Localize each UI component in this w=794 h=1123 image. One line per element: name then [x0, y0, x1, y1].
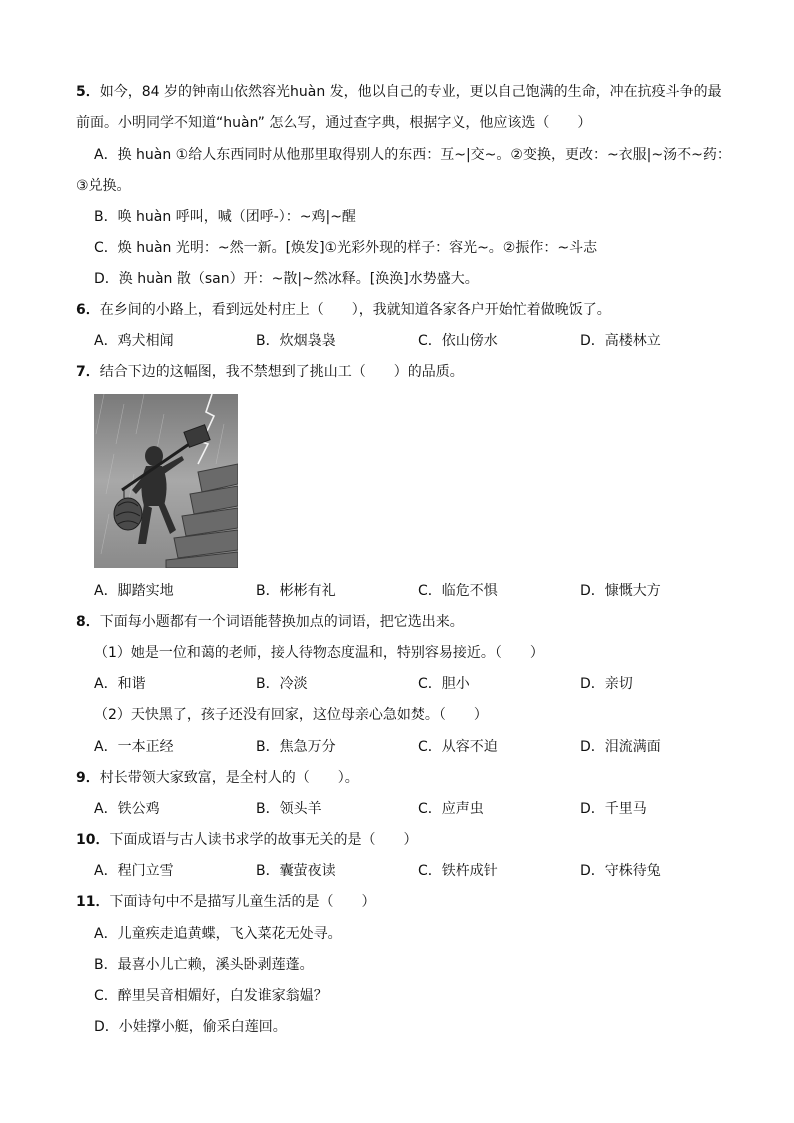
q8-sub1-option-c[interactable]: C．胆小	[418, 676, 470, 692]
question-text: 在乡间的小路上，看到远处村庄上（ ），我就知道各家各户开始忙着做晚饭了。	[99, 302, 611, 318]
q8-stem	[76, 612, 464, 632]
q8-sub2-option-a[interactable]: A．一本正经	[94, 739, 174, 755]
q9-option-a[interactable]: A．铁公鸡	[94, 801, 160, 817]
question-number: 11．	[76, 894, 110, 910]
question-text: 下面成语与古人读书求学的故事无关的是（ ）	[109, 832, 418, 848]
q10-option-a[interactable]: A．程门立雪	[94, 863, 174, 879]
question-text: 结合下边的这幅图，我不禁想到了挑山工（ ）的品质。	[99, 364, 464, 380]
question-number: 10．	[76, 832, 110, 848]
q7-option-c[interactable]: C．临危不惧	[418, 583, 498, 599]
q9-option-b[interactable]: B．领头羊	[256, 801, 322, 817]
q5-option-d[interactable]: D．涣 huàn 散（san）开：~散|~然冰释。[涣涣]水势盛大。	[94, 271, 479, 287]
q6-option-d[interactable]: D．高楼林立	[580, 333, 661, 349]
q7-option-b[interactable]: B．彬彬有礼	[256, 583, 336, 599]
q9-option-d[interactable]: D．千里马	[580, 801, 647, 817]
q7-stem	[76, 362, 464, 382]
q6-option-c[interactable]: C．依山傍水	[418, 333, 498, 349]
question-number: 7．	[76, 364, 100, 380]
q8-sub2-option-d[interactable]: D．泪流满面	[580, 739, 661, 755]
q5-stem-line1	[76, 82, 722, 102]
q10-stem	[76, 830, 417, 850]
q7-option-a[interactable]: A．脚踏实地	[94, 583, 174, 599]
q5-option-a[interactable]: A．换 huàn ①给人东西同时从他那里取得别人的东西：互~|交~。②变换，更改：~衣服|~汤不~药：	[94, 147, 731, 163]
q8-sub1-option-d[interactable]: D．亲切	[580, 676, 633, 692]
question-text: 下面诗句中不是描写儿童生活的是（ ）	[109, 894, 376, 910]
q5-stem-line2: 前面。小明同学不知道“huàn” 怎么写，通过查字典，根据字义，他应该选（ ）	[76, 115, 592, 131]
q11-option-c[interactable]: C．醉里吴音相媚好，白发谁家翁媪？	[94, 988, 328, 1004]
q5-option-b[interactable]: B．唤 huàn 呼叫，喊（团呼-）：~鸡|~醒	[94, 209, 356, 225]
q6-stem	[76, 300, 611, 320]
question-number: 8．	[76, 614, 100, 630]
question-number: 9．	[76, 770, 100, 786]
question-text: 如今，84 岁的钟南山依然容光huàn 发，他以自己的专业，更以自己饱满的生命，冲在抗疫斗争的最	[99, 84, 722, 100]
q8-sub2-option-c[interactable]: C．从容不迫	[418, 739, 498, 755]
q5-option-c[interactable]: C．焕 huàn 光明：~然一新。[焕发]①光彩外现的样子：容光~。②振作：~斗志	[94, 240, 598, 256]
q11-stem	[76, 892, 375, 912]
q6-option-b[interactable]: B．炊烟袅袅	[256, 333, 336, 349]
q9-option-c[interactable]: C．应声虫	[418, 801, 484, 817]
question-number: 5．	[76, 84, 100, 100]
q8-sub2-option-b[interactable]: B．焦急万分	[256, 739, 336, 755]
porter-illustration	[94, 394, 238, 568]
question-text: 下面每小题都有一个词语能替换加点的词语，把它选出来。	[99, 614, 464, 630]
q10-option-c[interactable]: C．铁杵成针	[418, 863, 498, 879]
question-number: 6．	[76, 302, 100, 318]
q11-option-a[interactable]: A．儿童疾走追黄蝶，飞入菜花无处寻。	[94, 926, 342, 942]
q8-sub1-option-a[interactable]: A．和谐	[94, 676, 146, 692]
q8-sub1-stem: （1）她是一位和蔼的老师，接人待物态度温和，特别容易接近。（ ）	[94, 645, 544, 661]
q11-option-b[interactable]: B．最喜小儿亡赖，溪头卧剥莲蓬。	[94, 957, 314, 973]
q8-sub1-option-b[interactable]: B．冷淡	[256, 676, 308, 692]
q10-option-d[interactable]: D．守株待兔	[580, 863, 661, 879]
q7-option-d[interactable]: D．慷慨大方	[580, 583, 661, 599]
q11-option-d[interactable]: D．小娃撑小艇，偷采白莲回。	[94, 1019, 287, 1035]
q8-sub2-stem: （2）天快黑了，孩子还没有回家，这位母亲心急如焚。（ ）	[94, 707, 488, 723]
q6-option-a[interactable]: A．鸡犬相闻	[94, 333, 174, 349]
q5-option-a-cont: ③兑换。	[76, 178, 131, 194]
question-text: 村长带领大家致富，是全村人的（ ）。	[99, 770, 359, 786]
q9-stem	[76, 768, 359, 788]
q10-option-b[interactable]: B．囊萤夜读	[256, 863, 336, 879]
